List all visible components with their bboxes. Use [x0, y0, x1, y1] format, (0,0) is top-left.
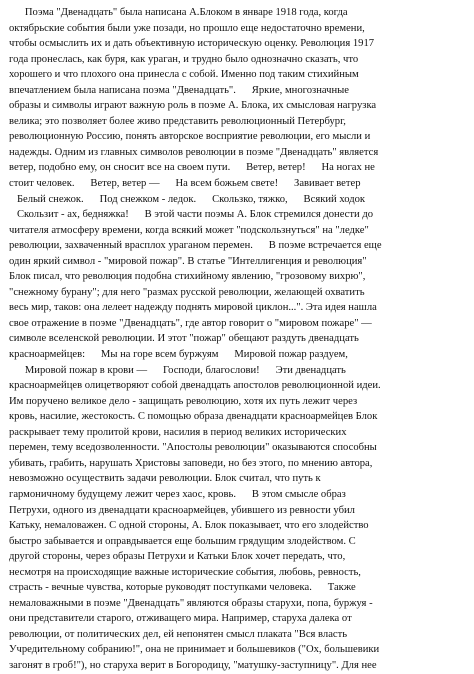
text-line: ветер, подобно ему, он сносит все на своем пути. Ветер, ветер! На ногах не: [9, 162, 375, 174]
text-line: Петрухи, одного из двенадцати красноармейцев, убившего из ревности убил: [9, 504, 355, 516]
text-line: они представители старого, отживащего мира. Например, старуха далека от: [9, 613, 352, 625]
text-line: Поэма "Двенадцать" была написана А.Блоком в январе 1918 года, когда: [9, 7, 348, 18]
text-line: другой стороны, через образы Петрухи и Катьки Блок хочет передать, что,: [9, 551, 346, 563]
text-line: чтобы осмыслить их и дать объективную историческую оценку. Революция 1917: [9, 38, 375, 50]
text-line: года пронеслась, как буря, как ураган, и трудно было однозначно сказать, что: [9, 53, 359, 65]
text-line: надежды. Одним из главных символов революции в поэме "Двенадцать" является: [9, 146, 379, 158]
text-line: несмотря на происходящие важные исторические события, любовь, ревность,: [9, 566, 361, 578]
text-line: красноармейцев олицетворяют собой двенадцать апостолов революционной идеи.: [9, 380, 381, 392]
text-line: впечатлением была написана поэма "Двенадцать". Яркие, многозначные: [9, 84, 349, 96]
text-line: революции, захваченный врасплох ураганом перемен. В поэме встречается еще: [9, 240, 382, 252]
text-line: октябрьские события были уже позади, но прошло еще недостаточно времени,: [9, 22, 365, 34]
text-line: один яркий символ - "мировой пожар". В статье "Интеллигенция и революция": [9, 255, 367, 267]
text-line: революции, от политических дел, ей непонятен смысл плаката "Вся власть: [9, 628, 348, 640]
text-line: страсть - вечные чувства, которые руководят поступками человека. Также: [9, 582, 356, 594]
text-line: гармоничному будущему лежит через хаос, кровь. В этом смысле образ: [9, 488, 346, 500]
text-line: свое отражение в поэме "Двенадцать", где автор говорит о "мировом пожаре" —: [9, 317, 372, 329]
text-line: Катьку, немаловажен. С одной стороны, А. Блок показывает, что его злодейство: [9, 520, 369, 532]
text-line: "снежному бурану"; для него "размах русской революции, желающей охватить: [9, 286, 365, 298]
text-line: раскрывает тему пролитой крови, насилия в период великих исторических: [9, 426, 347, 438]
text-line: образы и символы играют важную роль в поэме А. Блока, их смысловая нагрузка: [9, 100, 377, 112]
text-line: Мировой пожар в крови — Господи, благослови! Эти двенадцать: [9, 364, 346, 376]
text-line: красноармейцев: Мы на горе всем буржуям Мировой пожар раздуем,: [9, 349, 348, 361]
text-line: загонят в гроб!"), но старуха верит в Богородицу, "матушку-заступницу". Для нее: [9, 659, 377, 671]
text-line: невозможно осуществить задачи революции. Блок считал, что путь к: [9, 473, 321, 485]
text-line: перемен, тему вседозволенности. "Апостолы революции" оказываются способны: [9, 442, 377, 454]
text-line: быстро забывается и оправдывается еще большим грядущим злодейством. С: [9, 535, 356, 547]
text-line: символе вселенской революции. И этот "пожар" обещают раздуть двенадцать: [9, 333, 359, 345]
text-line: немаловажными в поэме "Двенадцать" являются образы старухи, попа, буржуя -: [9, 597, 373, 609]
text-line: хорошего и что плохого она принесла с собой. Именно под таким стихийным: [9, 69, 359, 81]
text-line: Белый снежок. Под снежком - ледок. Скользко, тяжко, Всякий ходок: [9, 193, 366, 205]
text-line: Блок писал, что революция подобна стихийному явлению, "грозовому вихрю",: [9, 271, 366, 283]
text-line: стоит человек. Ветер, ветер — На всем божьем свете! Завивает ветер: [9, 178, 361, 190]
text-line: велика; это позволяет более живо представить революционный Петербург,: [9, 115, 346, 127]
text-line: убивать, грабить, нарушать Христовы заповеди, но без этого, по мнению автора,: [9, 457, 373, 469]
text-line: Им поручено великое дело - защищать революцию, хотя их путь лежит через: [9, 395, 358, 407]
essay-text: [9, 5, 466, 674]
text-line: читателя атмосферу времени, когда всякий может "подскользнуться" на "ледке": [9, 224, 369, 236]
text-line: Скользит - ах, бедняжка! В этой части поэмы А. Блок стремился донести до: [9, 209, 374, 221]
text-line: Учредительному собранию!", она не принимает и большевиков ("Ох, большевики: [9, 644, 380, 656]
text-line: революционную Россию, понять авторское восприятие революции, его мысли и: [9, 131, 371, 143]
text-line: весь мир, таков: она лелеет надежду поднять мировой циклон...". Эта идея нашла: [9, 302, 377, 314]
text-line: кровь, насилие, жестокость. С помощью образа двенадцати красноармейцев Блок: [9, 411, 378, 423]
